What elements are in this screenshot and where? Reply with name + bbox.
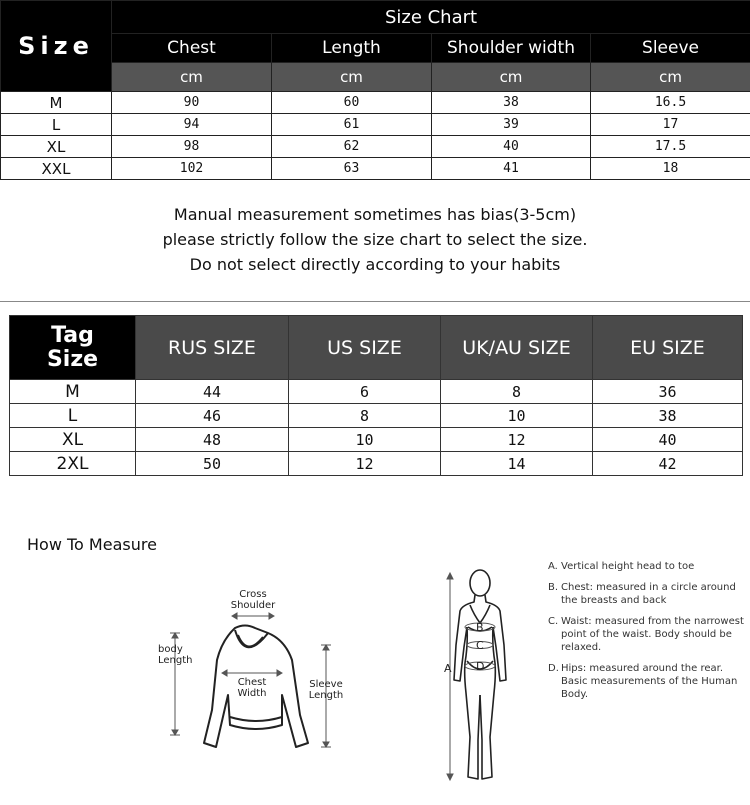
unit-label: cm [591,63,750,92]
chest-header: Chest [112,34,272,63]
legend-key: B. [548,582,559,593]
body-label-a: A [444,662,452,675]
table-row [10,428,743,452]
note-line: please strictly follow the size chart to select the size. [162,229,588,249]
eu-value: 38 [593,404,743,428]
table-row [10,452,743,476]
us-value: 12 [289,452,441,476]
legend-item [548,615,748,654]
sleeve-header: Sleeve [591,34,750,63]
cross-shoulder-label [228,589,278,611]
tag-size-label: L [10,404,136,428]
length-header: Length [272,34,432,63]
body-length-label [158,644,193,666]
chest-value: 90 [112,92,272,114]
chest-value: 94 [112,114,272,136]
tag-size-label: XL [10,428,136,452]
eu-value: 40 [593,428,743,452]
unit-label: cm [432,63,591,92]
legend-key: A. [548,561,558,572]
us-value: 8 [289,404,441,428]
legend-text: Vertical height head to toe [561,561,695,572]
note-line: Do not select directly according to your habits [189,254,561,274]
unit-label: cm [112,63,272,92]
table-row [1,92,750,114]
size-label: L [1,114,112,136]
eu-size-header: EU SIZE [593,316,743,380]
us-value: 10 [289,428,441,452]
eu-value: 36 [593,380,743,404]
body-label-b: B [476,621,484,634]
rus-value: 48 [136,428,289,452]
sleeve-value: 17 [591,114,750,136]
legend-key: D. [548,663,559,674]
size-column-header: Size [1,1,112,92]
shoulder-value: 41 [432,158,591,180]
measurement-note [0,177,750,302]
table-row [1,136,750,158]
sleeve-length-label-line2: Length [308,690,344,701]
us-size-header: US SIZE [289,316,441,380]
body-label-c: C [476,639,484,652]
chest-width-label-line1: Chest [237,677,267,688]
uk-au-value: 8 [441,380,593,404]
chest-value: 98 [112,136,272,158]
chest-value: 102 [112,158,272,180]
table-row [10,380,743,404]
rus-value: 44 [136,380,289,404]
size-label: XXL [1,158,112,180]
legend-text: Hips: measured around the rear. Basic measurements of the Human Body. [561,663,738,700]
length-value: 62 [272,136,432,158]
uk-au-value: 12 [441,428,593,452]
sleeve-length-label [306,679,346,701]
us-value: 6 [289,380,441,404]
uk-au-value: 10 [441,404,593,428]
body-length-label-line1: body [158,644,183,655]
legend-text: Waist: measured from the narrowest point of the waist. Body should be relaxed. [561,616,744,653]
legend-item [548,662,748,701]
length-value: 60 [272,92,432,114]
shoulder-value: 39 [432,114,591,136]
shoulder-value: 40 [432,136,591,158]
legend-text: Chest: measured in a circle around the breasts and back [561,582,736,606]
human-body-illustration [440,565,520,790]
size-label: XL [1,136,112,158]
unit-label: cm [272,63,432,92]
tag-size-header [10,316,136,380]
note-line: Manual measurement sometimes has bias(3-5cm) [173,204,577,224]
size-label: M [1,92,112,114]
tag-size-label: 2XL [10,452,136,476]
how-to-measure-title: How To Measure [27,535,157,554]
uk-au-value: 14 [441,452,593,476]
tag-size-header-line2: Size [46,346,99,372]
cross-shoulder-label-line1: Cross [239,589,267,600]
size-chart-title: Size Chart [112,1,750,34]
rus-value: 50 [136,452,289,476]
uk-au-size-header: UK/AU SIZE [441,316,593,380]
measurement-legend [548,560,748,709]
length-value: 61 [272,114,432,136]
shoulder-value: 38 [432,92,591,114]
body-label-d: D [476,660,485,673]
cross-shoulder-label-line2: Shoulder [230,600,276,611]
sleeve-value: 17.5 [591,136,750,158]
table-row [10,404,743,428]
body-measure-diagram [440,565,520,790]
chest-width-label-line2: Width [237,688,267,699]
table-row [1,114,750,136]
body-length-label-line2: Length [158,655,193,666]
tag-size-table [9,315,743,476]
eu-value: 42 [593,452,743,476]
size-chart-table [0,0,750,180]
sweater-measure-diagram [150,585,350,755]
shoulder-width-header: Shoulder width [432,34,591,63]
legend-key: C. [548,616,559,627]
legend-item [548,560,748,573]
legend-item [548,581,748,607]
rus-value: 46 [136,404,289,428]
tag-size-header-line1: Tag [51,322,94,348]
rus-size-header: RUS SIZE [136,316,289,380]
length-value: 63 [272,158,432,180]
sleeve-value: 18 [591,158,750,180]
tag-size-label: M [10,380,136,404]
chest-width-label [232,677,272,699]
sleeve-value: 16.5 [591,92,750,114]
sleeve-length-label-line1: Sleeve [309,679,343,690]
